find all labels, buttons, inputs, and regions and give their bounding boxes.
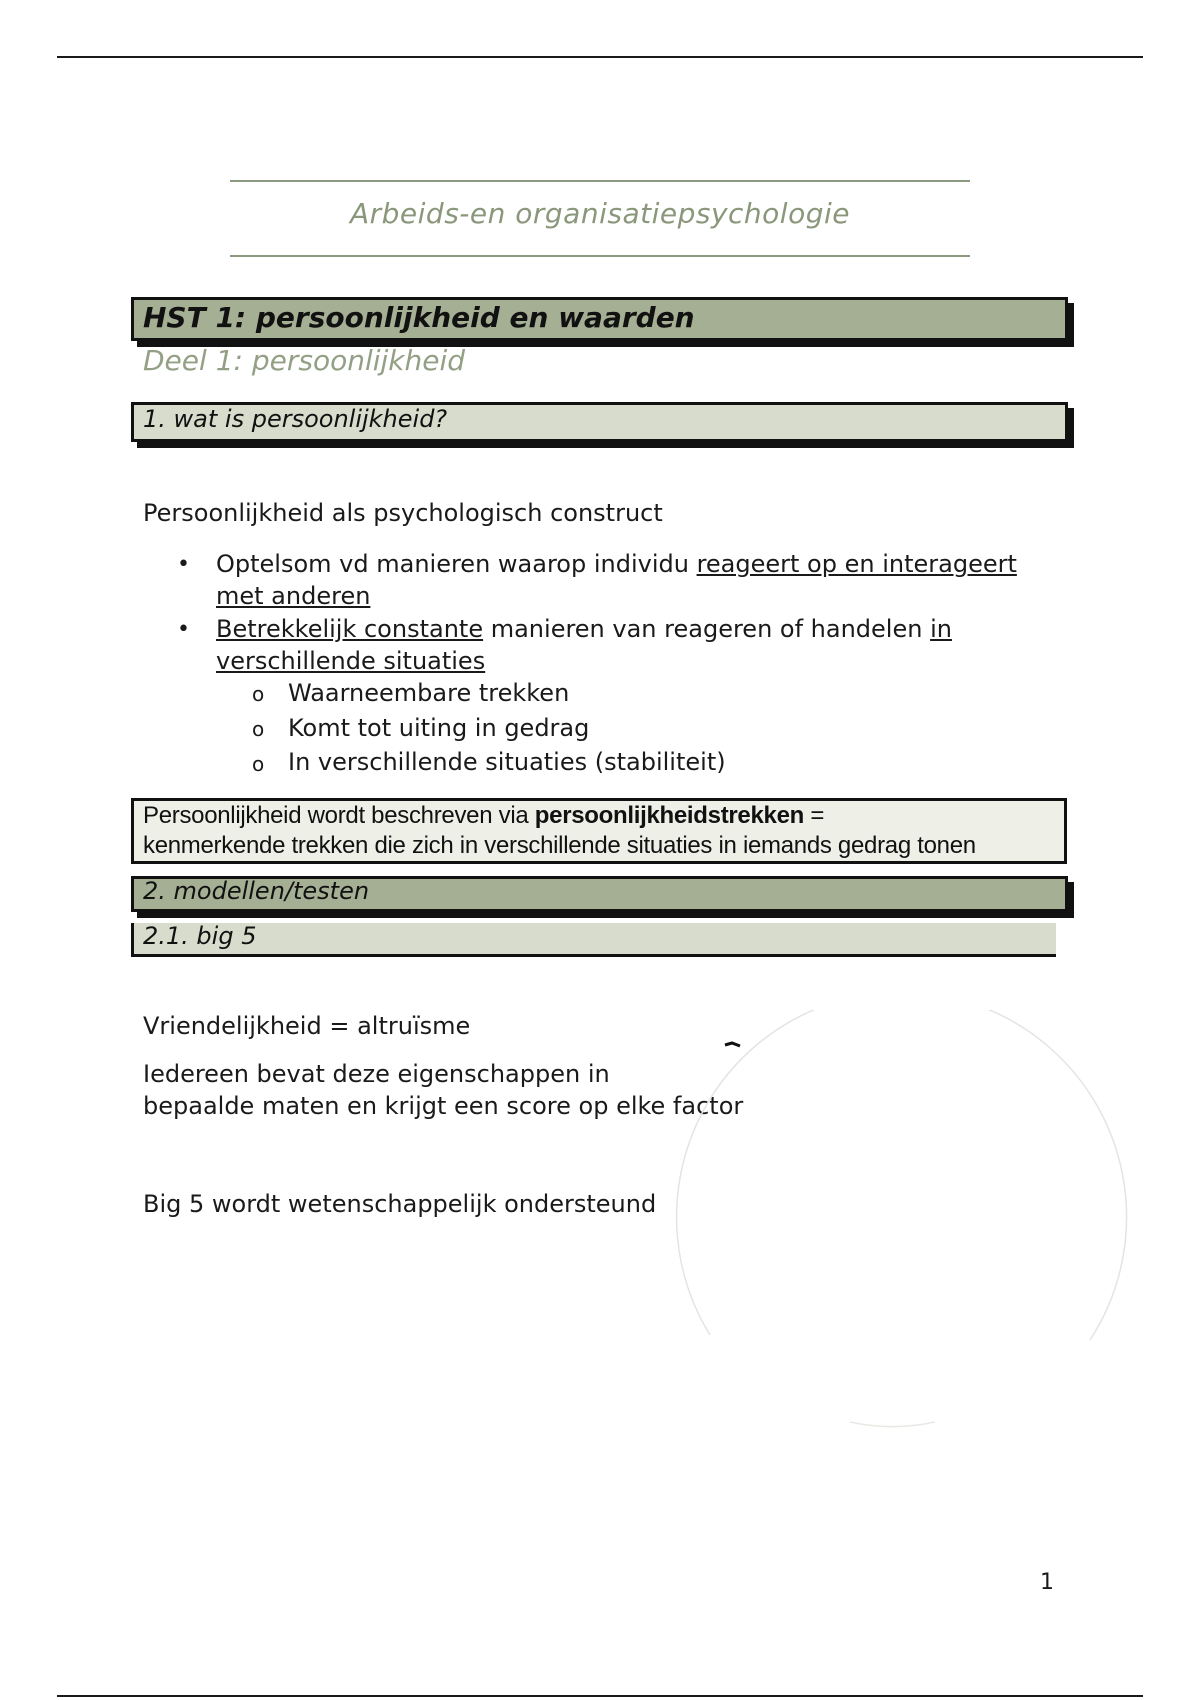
faint-circle-figure [670,1010,1140,1440]
bullet-item-2-continuation [216,645,485,677]
part-heading: Deel 1: persoonlijkheid [143,344,466,377]
bullet-item-2 [216,613,1046,645]
sub-bullet-marker: o [252,752,265,776]
definition-term: persoonlijkheidstrekken [534,802,804,829]
page-top-rule [57,56,1143,58]
bullet-2-underlined-start: Betrekkelijk constante [216,615,484,643]
section1-heading: 1. wat is persoonlijkheid? [143,405,448,433]
section2-heading: 2. modellen/testen [143,877,370,905]
definition-suffix: = [803,802,825,829]
bullet-marker: • [177,552,190,577]
chapter-heading: HST 1: persoonlijkheid en waarden [143,301,695,334]
sub-bullet-marker: o [252,717,265,741]
bullet-1-text: Optelsom vd manieren waarop individu [216,550,697,578]
intro-line: Persoonlijkheid als psychologisch construct [143,499,663,527]
title-rule-top [230,180,970,182]
document-title: Arbeids-en organisatiepsychologie [349,197,850,230]
sub-bullet-item-1: Waarneembare trekken [288,679,570,707]
title-rule-bottom [230,255,970,257]
bullet-marker: • [177,617,190,642]
definition-prefix: Persoonlijkheid wordt beschreven via [143,802,535,829]
bullet-2-text: manieren van reageren of handelen [483,615,931,643]
section21-heading: 2.1. big 5 [143,922,257,950]
definition-line2: kenmerkende trekken die zich in verschillende situaties in iemands gedrag tonen [143,832,976,859]
definition-text [143,801,1063,861]
paragraph-altruism: Vriendelijkheid = altruïsme [143,1012,471,1040]
page-bottom-rule [57,1695,1143,1697]
bullet-item-1 [216,548,1046,580]
sub-bullet-item-2: Komt tot uiting in gedrag [288,714,590,742]
bullet-2-continuation: verschillende situaties [216,647,486,675]
paragraph-scores-line2: bepaalde maten en krijgt een score op elke factor [143,1092,744,1120]
bullet-1-continuation: met anderen [216,582,371,610]
bullet-item-1-continuation [216,580,370,612]
bullet-1-underlined: reageert op en interageert [696,550,1017,578]
section21-heading-box [131,923,1056,957]
paragraph-scientific-support: Big 5 wordt wetenschappelijk ondersteund [143,1190,657,1218]
page-number: 1 [1040,1570,1054,1595]
bullet-2-underlined-end: in [930,615,952,643]
sub-bullet-marker: o [252,682,265,706]
sub-bullet-item-3: In verschillende situaties (stabiliteit) [288,748,726,776]
paragraph-scores-line1: Iedereen bevat deze eigenschappen in [143,1060,610,1088]
